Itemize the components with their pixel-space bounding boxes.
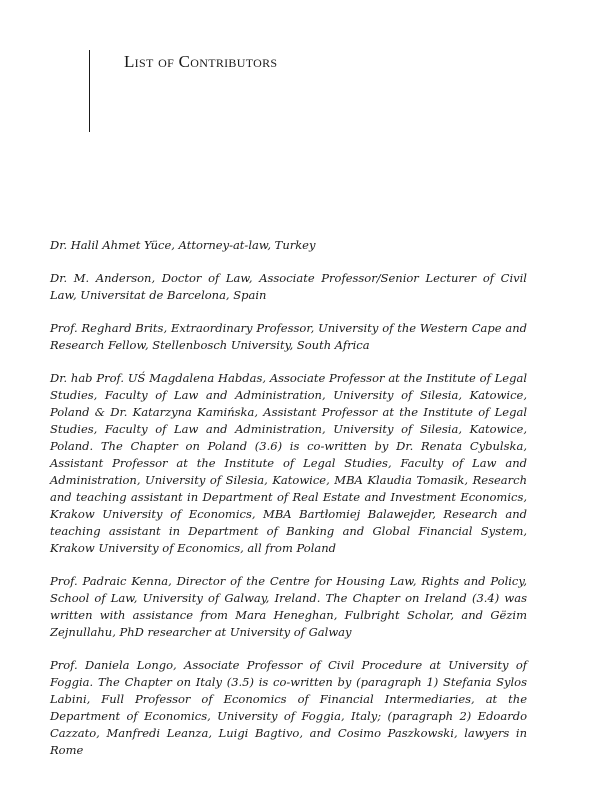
contributor-list <box>50 237 527 775</box>
contributor-entry: Prof. Reghard Brits, Extraordinary Professor, University of the Western Cape and Research Fellow, Stellenbosch University, South Africa <box>50 321 527 352</box>
contributor-entry: Dr. M. Anderson, Doctor of Law, Associate Professor/Senior Lecturer of Civil Law, Universitat de Barcelona, Spain <box>50 271 527 302</box>
contributor-entry: Dr. hab Prof. UŚ Magdalena Habdas, Associate Professor at the Institute of Legal Studies, Faculty of Law and Administration, University of Silesia, Katowice, Poland & Dr. Katarzyna Kamińska, Assistant Professor at the Institute of Legal Studies, Faculty of Law and Administration, University of Silesia, Katowice, Poland. The Chapter on Poland (3.6) is co-written by Dr. Renata Cybulska, Assistant Professor at the Institute of Legal Studies, Faculty of Law and Administration, University of Silesia, Katowice, MBA Klaudia Tomasik, Research and teaching assistant in Department of Real Estate and Investment Economics, Krakow University of Economics, MBA Bartłomiej Balawejder, Research and teaching assistant in Department of Banking and Global Financial System, Krakow University of Economics, all from Poland <box>50 371 527 555</box>
contributor-entry: Dr. Halil Ahmet Yüce, Attorney-at-law, Turkey <box>50 238 316 252</box>
title-vertical-rule <box>89 50 90 132</box>
contributor-entry: Prof. Padraic Kenna, Director of the Centre for Housing Law, Rights and Policy, School of Law, University of Galway, Ireland. The Chapter on Ireland (3.4) was written with assistance from Mara Heneghan, Fulbright Scholar, and Gëzim Zejnullahu, PhD researcher at University of Galway <box>50 574 527 639</box>
contributor-entry: Prof. Daniela Longo, Associate Professor of Civil Procedure at University of Foggia. The Chapter on Italy (3.5) is co-written by (paragraph 1) Stefania Sylos Labini, Full Professor of Economics of Financial Intermediaries, at the Department of Economics, University of Foggia, Italy; (paragraph 2) Edoardo Cazzato, Manfredi Leanza, Luigi Bagtivo, and Cosimo Paszkowski, lawyers in Rome <box>50 658 527 757</box>
page-title: List of Contributors <box>124 52 278 71</box>
